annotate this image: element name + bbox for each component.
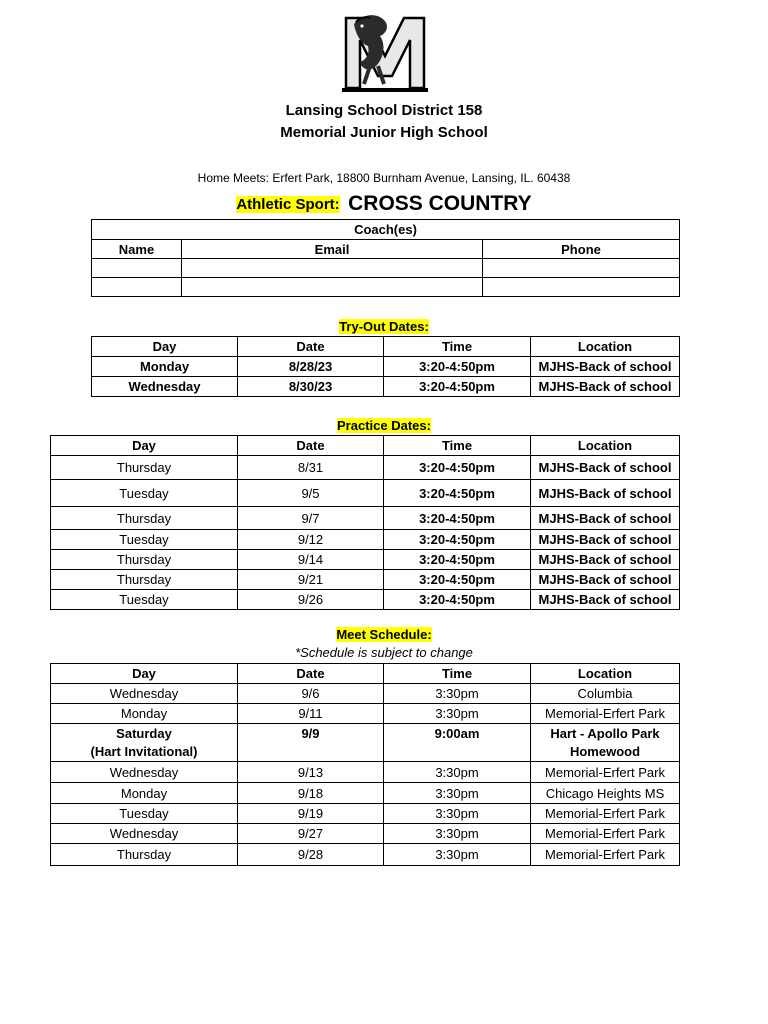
practice-time: 3:20-4:50pm [384, 456, 531, 480]
meet-date: 9/27 [238, 824, 384, 844]
practice-location: MJHS-Back of school [531, 570, 680, 590]
table-row [51, 762, 680, 783]
practice-time: 3:20-4:50pm [384, 480, 531, 507]
practice-day: Tuesday [51, 530, 238, 550]
table-row [51, 590, 680, 610]
practice-col-date: Date [238, 436, 384, 456]
sport-label: Athletic Sport: [236, 195, 340, 213]
practice-date: 9/5 [238, 480, 384, 507]
practice-time: 3:20-4:50pm [384, 550, 531, 570]
practice-day: Tuesday [51, 480, 238, 507]
meet-time: 3:30pm [384, 684, 531, 704]
tryout-col-time: Time [384, 337, 531, 357]
coach-cell [92, 278, 182, 297]
practice-title: Practice Dates: [337, 418, 431, 433]
meet-time: 3:30pm [384, 844, 531, 866]
meet-location: Memorial-Erfert Park [531, 704, 680, 724]
coach-col-name: Name [92, 240, 182, 259]
practice-date: 9/21 [238, 570, 384, 590]
tryout-day: Wednesday [92, 377, 238, 397]
school-logo-mustang-icon [340, 10, 430, 94]
meet-location [531, 724, 680, 762]
practice-day: Thursday [51, 550, 238, 570]
meet-time: 3:30pm [384, 804, 531, 824]
meet-date: 9/18 [238, 783, 384, 804]
table-row [51, 684, 680, 704]
table-row [51, 704, 680, 724]
table-row [51, 507, 680, 530]
meet-time: 9:00am [384, 724, 531, 762]
table-row [51, 530, 680, 550]
tryout-col-date: Date [238, 337, 384, 357]
practice-col-location: Location [531, 436, 680, 456]
table-row [51, 844, 680, 866]
practice-location: MJHS-Back of school [531, 456, 680, 480]
practice-day: Tuesday [51, 590, 238, 610]
coach-col-phone: Phone [483, 240, 680, 259]
table-row [51, 570, 680, 590]
schedule-note: *Schedule is subject to change [295, 645, 473, 660]
tryout-heading [0, 318, 768, 336]
meet-day: Tuesday [51, 804, 238, 824]
school-name: Memorial Junior High School [280, 124, 488, 141]
meet-day: Monday [51, 704, 238, 724]
practice-time: 3:20-4:50pm [384, 530, 531, 550]
table-row [51, 804, 680, 824]
tryout-location: MJHS-Back of school [531, 377, 680, 397]
practice-date: 9/26 [238, 590, 384, 610]
tryout-col-day: Day [92, 337, 238, 357]
meet-time: 3:30pm [384, 704, 531, 724]
meet-day: Wednesday [51, 684, 238, 704]
tryout-date: 8/30/23 [238, 377, 384, 397]
tryout-time: 3:20-4:50pm [384, 357, 531, 377]
meet-day: Monday [51, 783, 238, 804]
meet-day [51, 724, 238, 762]
district-name: Lansing School District 158 [285, 102, 483, 119]
meet-col-day: Day [51, 664, 238, 684]
coach-col-email: Email [182, 240, 483, 259]
coach-cell [182, 278, 483, 297]
meet-title: Meet Schedule: [336, 627, 432, 642]
meet-location: Memorial-Erfert Park [531, 844, 680, 866]
coach-cell [483, 278, 680, 297]
meet-heading [0, 626, 768, 644]
tryout-table [91, 336, 680, 397]
meet-date: 9/6 [238, 684, 384, 704]
practice-date: 8/31 [238, 456, 384, 480]
practice-location: MJHS-Back of school [531, 550, 680, 570]
meet-location: Columbia [531, 684, 680, 704]
meet-date: 9/11 [238, 704, 384, 724]
coach-cell [182, 259, 483, 278]
table-row [92, 377, 680, 397]
coach-table [91, 219, 680, 297]
coach-row [92, 278, 680, 297]
practice-location: MJHS-Back of school [531, 507, 680, 530]
meet-day: Wednesday [51, 762, 238, 783]
tryout-time: 3:20-4:50pm [384, 377, 531, 397]
practice-date: 9/12 [238, 530, 384, 550]
practice-date: 9/14 [238, 550, 384, 570]
meet-col-date: Date [238, 664, 384, 684]
coach-table-title: Coach(es) [92, 220, 680, 240]
tryout-col-location: Location [531, 337, 680, 357]
practice-day: Thursday [51, 570, 238, 590]
meet-time: 3:30pm [384, 762, 531, 783]
table-row [92, 357, 680, 377]
tryout-day: Monday [92, 357, 238, 377]
meet-time: 3:30pm [384, 783, 531, 804]
home-meets-address: Home Meets: Erfert Park, 18800 Burnham Avenue, Lansing, IL. 60438 [197, 171, 571, 185]
meet-location-line1: Hart - Apollo Park [550, 725, 660, 741]
table-row [51, 724, 680, 762]
table-row [51, 456, 680, 480]
practice-col-time: Time [384, 436, 531, 456]
sport-heading [0, 192, 768, 218]
practice-location: MJHS-Back of school [531, 530, 680, 550]
practice-table [50, 435, 680, 610]
practice-col-day: Day [51, 436, 238, 456]
meet-location: Memorial-Erfert Park [531, 762, 680, 783]
tryout-title: Try-Out Dates: [339, 319, 429, 334]
tryout-date: 8/28/23 [238, 357, 384, 377]
practice-day: Thursday [51, 507, 238, 530]
meet-table [50, 663, 680, 866]
practice-date: 9/7 [238, 507, 384, 530]
coach-cell [483, 259, 680, 278]
practice-time: 3:20-4:50pm [384, 570, 531, 590]
table-row [51, 550, 680, 570]
meet-date: 9/9 [238, 724, 384, 762]
meet-date: 9/19 [238, 804, 384, 824]
meet-location: Chicago Heights MS [531, 783, 680, 804]
practice-location: MJHS-Back of school [531, 480, 680, 507]
meet-col-location: Location [531, 664, 680, 684]
tryout-location: MJHS-Back of school [531, 357, 680, 377]
meet-location: Memorial-Erfert Park [531, 824, 680, 844]
practice-day: Thursday [51, 456, 238, 480]
practice-time: 3:20-4:50pm [384, 507, 531, 530]
practice-location: MJHS-Back of school [531, 590, 680, 610]
practice-heading [0, 417, 768, 435]
meet-location: Memorial-Erfert Park [531, 804, 680, 824]
sport-name: CROSS COUNTRY [348, 192, 532, 215]
meet-date: 9/28 [238, 844, 384, 866]
meet-date: 9/13 [238, 762, 384, 783]
table-row [51, 783, 680, 804]
practice-time: 3:20-4:50pm [384, 590, 531, 610]
meet-day-line1: Saturday [116, 725, 172, 741]
coach-cell [92, 259, 182, 278]
meet-day-line2: (Hart Invitational) [90, 743, 198, 759]
meet-day: Wednesday [51, 824, 238, 844]
meet-col-time: Time [384, 664, 531, 684]
meet-time: 3:30pm [384, 824, 531, 844]
coach-row [92, 259, 680, 278]
meet-day: Thursday [51, 844, 238, 866]
table-row [51, 824, 680, 844]
table-row [51, 480, 680, 507]
meet-location-line2: Homewood [569, 743, 641, 759]
